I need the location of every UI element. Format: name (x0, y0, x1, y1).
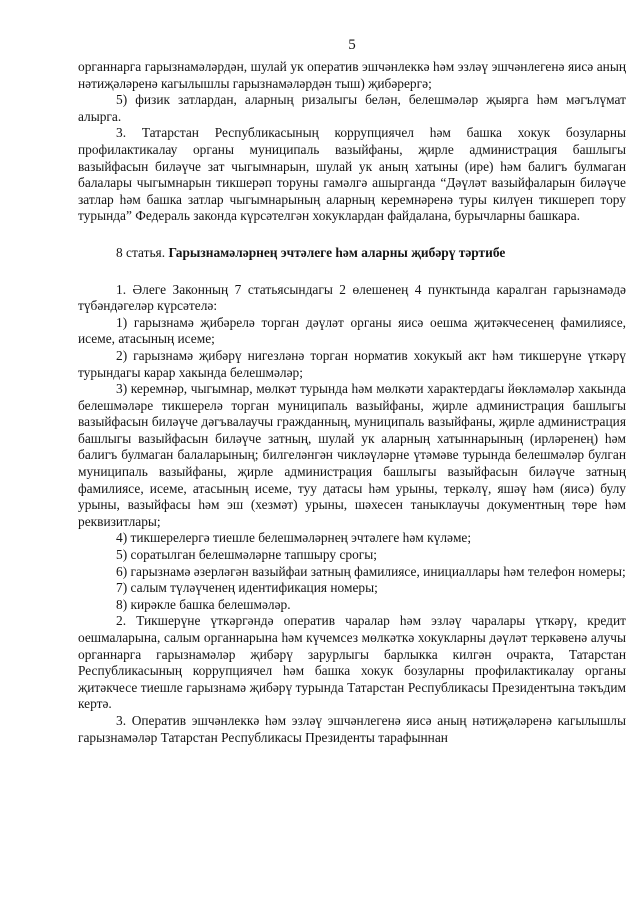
paragraph: 5) соратылган белешмәләрне тапшыру срогы; (116, 547, 377, 563)
paragraph: 2. Тикшерүне үткәргәндә оператив чаралар һәм эзләү чаралары үткәрү, кредит оешмаларына, салым органнарына һәм күчемсез мөлкәткә хокукларны дәүләт теркәвенә алучы органнарга гарызнамәләр җибәрү зарурлыгы барлыкка килгән очракта, Татарстан Республикасының коррупциячел һәм башка хокук бозуларны профилактикалау органы җитәкчесе тиешле гарызнамә җибәрү турында Татарстан Республикасы Президентына тәкъдим кертә. (78, 613, 626, 712)
article-number: 8 статья. (116, 244, 166, 260)
article-heading (78, 245, 626, 262)
paragraph: 5) физик затлардан, аларның ризалыгы белән, белешмәләр җыярга һәм мәгълүмат алырга. (78, 92, 626, 124)
page-number: 5 (348, 37, 356, 53)
paragraph: 3. Оператив эшчәнлеккә һәм эзләү эшчәнлегенә яисә аның нәтиҗәләренә кагылышлы гарызнамәләр Татарстан Республикасы Президенты тарафыннан (78, 712, 626, 745)
paragraph: 3) керемнәр, чыгымнар, мөлкәт турында һәм мөлкәти характердагы йөкләмәләр хакында белешмәләре тикшерелә торган муниципаль вазыйфаны, җирле администрация башлыгы вазыйфасын биләүче дәгъвалаучы гражданның, муниципаль вазыйфаны, җирле администрация башлыгы вазыйфасын биләүче затның, шулай ук аларның хатыннарының (ирләренең) һәм балигъ булмаган балаларының; билгеләнгән чикләүләрне үтәмәве турында белешмәләр булган муниципаль вазыйфаны, җирле администрация башлыгы вазыйфасын биләүче затның фамилиясе, исеме, атасының исеме, туу датасы һәм урыны, теркәлү, яшәү һәм (яисә) булу урыны, вазыйфасы һәм эш (хезмәт) урыны, шәхесен таныклаучы документның төре һәм реквизитлары; (78, 381, 626, 529)
article-title: Гарызнамәләрнең эчтәлеге һәм аларны җибәрү тәртибе (168, 244, 506, 260)
paragraph: 3. Татарстан Республикасының коррупциячел һәм башка хокук бозуларны профилактикалау органы муниципаль вазыйфаны, җирле администрация башлыгы вазыйфасын биләүче зат чыгымнарын, шулай ук аның хатыны (ире) һәм балигъ булмаган балалары чыгымнарын тикшерәп торуны гамәлгә ашырганда “Дәүләт вазыйфаларын биләүче затлар һәм башка затлар чыгымнарының аларның керемнәренә туры килүен тикшереп тору турында” Федераль законда күрсәтелгән хокуклардан файдалана, бурычларны башкара. (78, 125, 626, 224)
paragraph: 8) кирәкле башка белешмәләр. (116, 596, 291, 612)
paragraph: 1. Әлеге Законның 7 статьясындагы 2 өлешенең 4 пунктында каралган гарызнамәдә түбәндәгеләр күрсәтелә: (78, 281, 626, 314)
document-page (78, 35, 626, 746)
paragraph: 4) тикшерелергә тиешле белешмәләрнең эчтәлеге һәм күләме; (116, 530, 472, 546)
paragraphs-before-heading (78, 59, 626, 225)
paragraph: 6) гарызнамә әзерләгән вазыйфаи затның фамилиясе, инициаллары һәм телефон номеры; (116, 563, 626, 579)
paragraph: 1) гарызнамә җибәрелә торган дәүләт органы яисә оешма җитәкчесенең фамилиясе, исеме, атасының исеме; (78, 314, 626, 347)
paragraph: 7) салым түләүченең идентификация номеры; (116, 580, 378, 596)
paragraphs-after-heading (78, 282, 626, 747)
paragraph: 2) гарызнамә җибәрү нигезләнә торган норматив хокукый акт һәм тикшерүне үткәрү турындагы карар хакында белешмәләр; (78, 347, 626, 380)
paragraph: органнарга гарызнамәләрдән, шулай ук оператив эшчәнлеккә һәм эзләү эшчәнлегенә яисә аның нәтиҗәләренә кагылышлы гарызнамәләрдән тыш) җибәрергә; (78, 59, 626, 91)
